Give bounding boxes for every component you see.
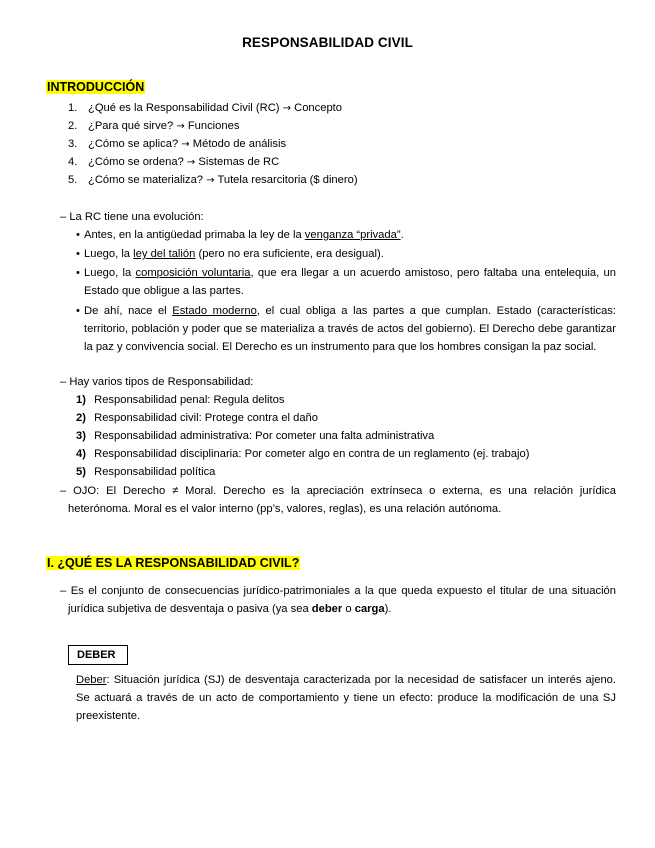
arrow-right-icon: →: [206, 175, 215, 186]
list-item: 1) Responsabilidad penal: Regula delitos: [76, 394, 285, 406]
list-item: 3) Responsabilidad administrativa: Por cometer una falta administrativa: [76, 430, 435, 442]
list-item: 4) Responsabilidad disciplinaria: Por cometer algo en contra de un reglamento (ej. trabajo): [76, 448, 530, 460]
page-title: RESPONSABILIDAD CIVIL: [242, 35, 413, 50]
intro-heading-text: INTRODUCCIÓN: [47, 80, 145, 94]
deber-label-box: DEBER: [68, 645, 128, 665]
deber-paragraph: Deber: Situación jurídica (SJ) de desventaja caracterizada por la necesidad de satisfacer un interés ajeno. Se actuará a través de un acto de comportamiento y tiene un efecto: produce la modificación de una SJ preexistente.: [76, 674, 616, 722]
arrow-right-icon: →: [176, 121, 185, 132]
list-item: 2) Responsabilidad civil: Protege contra el daño: [76, 412, 318, 424]
list-item: 2. ¿Para qué sirve? → Funciones: [68, 120, 240, 132]
ojo-paragraph: – OJO: El Derecho ≠ Moral. Derecho es la apreciación extrínseca o externa, es una relación jurídica heterónoma. Moral es el valor interno (pp’s, valores, reglas), es una relación autónoma.: [60, 485, 616, 515]
list-item: 3. ¿Cómo se aplica? → Método de análisis: [68, 138, 287, 150]
section-1-heading: [46, 556, 300, 570]
list-item: 5. ¿Cómo se materializa? → Tutela resarcitoria ($ dinero): [68, 174, 358, 186]
types-lead: – Hay varios tipos de Responsabilidad:: [60, 376, 254, 388]
evolution-bullet-4: • De ahí, nace el Estado moderno, el cual obliga a las partes a que cumplan. Estado (características: territorio, población y poder que se materializa a través de actos del gobierno). El Derecho debe garantizar la paz y convivencia social. El Derecho es un instrumento para que los hombres consigan la paz social.: [76, 302, 616, 357]
list-item: 5) Responsabilidad política: [76, 466, 216, 478]
definition-paragraph: – Es el conjunto de consecuencias jurídico-patrimoniales a la que queda expuesto el titular de una situación jurídica subjetiva de desventaja o pasiva (ya sea deber o carga).: [60, 585, 616, 615]
evolution-bullet-1: • Antes, en la antigüedad primaba la ley de la venganza “privada”.: [76, 226, 616, 244]
bullet-icon: •: [76, 248, 80, 260]
arrow-right-icon: →: [181, 139, 190, 150]
evolution-bullet-2: • Luego, la ley del talión (pero no era suficiente, era desigual).: [76, 245, 616, 263]
responsibility-types-list: [76, 391, 529, 481]
arrow-right-icon: →: [282, 103, 292, 114]
arrow-right-icon: →: [186, 157, 196, 168]
evolution-bullet-3: • Luego, la composición voluntaria, que era llegar a un acuerdo amistoso, pero faltaba una entelequia, un Estado que obligue a las partes.: [76, 264, 616, 300]
intro-question-list: [68, 99, 358, 189]
section-1-heading-text: I. ¿QUÉ ES LA RESPONSABILIDAD CIVIL?: [47, 556, 300, 570]
intro-heading: [46, 80, 145, 94]
bullet-icon: •: [76, 229, 80, 241]
bullet-icon: •: [76, 305, 80, 317]
evolution-lead: – La RC tiene una evolución:: [60, 211, 204, 223]
list-item: 1. ¿Qué es la Responsabilidad Civil (RC) → Concepto: [68, 102, 343, 114]
list-item: 4. ¿Cómo se ordena? → Sistemas de RC: [68, 156, 280, 168]
bullet-icon: •: [76, 267, 80, 279]
